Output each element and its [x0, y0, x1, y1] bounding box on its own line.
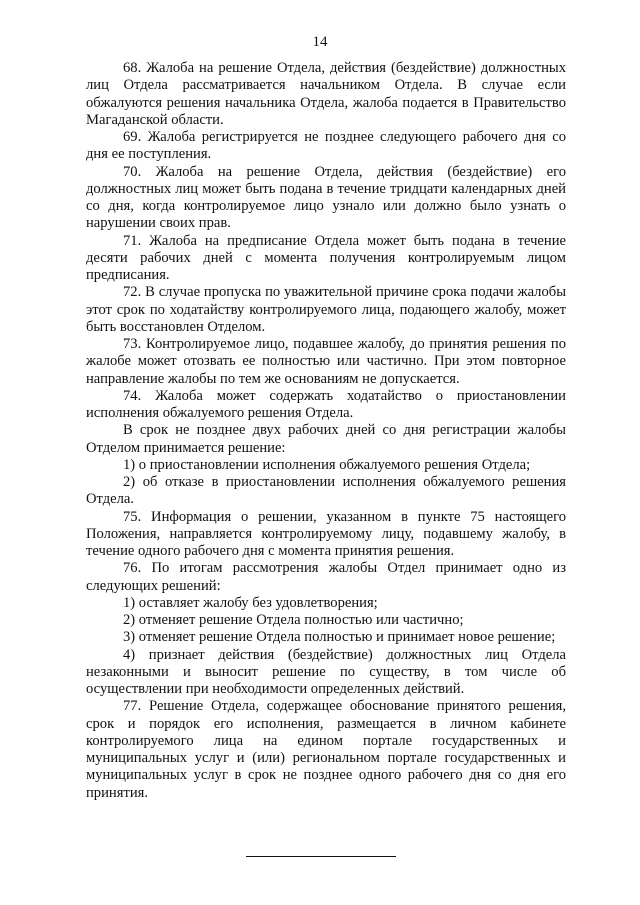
paragraph-76-option-1: 1) оставляет жалобу без удовлетворения; [123, 594, 378, 611]
end-divider [246, 856, 396, 857]
paragraph-73: 73. Контролируемое лицо, подавшее жалобу, до принятия решения по жалобе может отозвать ее полностью или частично. При этом повторное направление жалобы по тем же основаниям не допускается. [86, 336, 566, 387]
paragraph-75: 75. Информация о решении, указанном в пункте 75 настоящего Положения, направляется контролируемому лицу, подавшему жалобу, в течение одного рабочего дня с момента принятия решения. [86, 508, 566, 559]
paragraph-70: 70. Жалоба на решение Отдела, действия (бездействие) его должностных лиц может быть подана в течение тридцати календарных дней со дня, когда контролируемое лицо узнало или должно было узнать о нарушении своих прав. [86, 163, 566, 232]
document-body [86, 60, 566, 802]
paragraph-68: 68. Жалоба на решение Отдела, действия (бездействие) должностных лиц Отдела рассматривается начальником Отдела. В случае если обжалуются решения начальника Отдела, жалоба подается в Правительство Магаданской области. [86, 60, 566, 128]
paragraph-76-option-4: 4) признает действия (бездействие) должностных лиц Отдела незаконными и выносит решение по существу, в том числе об осуществлении при необходимости определенных действий. [86, 646, 566, 697]
paragraph-76: 76. По итогам рассмотрения жалобы Отдел принимает одно из следующих решений: [86, 560, 566, 594]
paragraph-76-option-3: 3) отменяет решение Отдела полностью и принимает новое решение; [123, 629, 556, 646]
paragraph-74-option-1: 1) о приостановлении исполнения обжалуемого решения Отдела; [123, 456, 531, 473]
page-number: 14 [312, 34, 328, 50]
paragraph-76-option-2: 2) отменяет решение Отдела полностью или частично; [123, 612, 464, 628]
paragraph-77: 77. Решение Отдела, содержащее обоснование принятого решения, срок и порядок его исполнения, размещается в личном кабинете контролируемого лица на едином портале государственных и муниципальных услуг и (или) региональном портале государственных и муниципальных услуг в срок не позднее одного рабочего дня со дня его принятия. [86, 698, 566, 801]
paragraph-74-decision-intro: В срок не позднее двух рабочих дней со дня регистрации жалобы Отделом принимается решение: [86, 422, 566, 456]
paragraph-71: 71. Жалоба на предписание Отдела может быть подана в течение десяти рабочих дней с момента получения контролируемым лицом предписания. [86, 232, 566, 283]
paragraph-72: 72. В случае пропуска по уважительной причине срока подачи жалобы этот срок по ходатайству контролируемого лица, подающего жалобу, может быть восстановлен Отделом. [86, 284, 566, 335]
paragraph-74: 74. Жалоба может содержать ходатайство о приостановлении исполнения обжалуемого решения Отдела. [86, 387, 566, 421]
paragraph-74-option-2: 2) об отказе в приостановлении исполнения обжалуемого решения Отдела. [86, 474, 566, 508]
paragraph-69: 69. Жалоба регистрируется не позднее следующего рабочего дня со дня ее поступления. [86, 129, 566, 163]
